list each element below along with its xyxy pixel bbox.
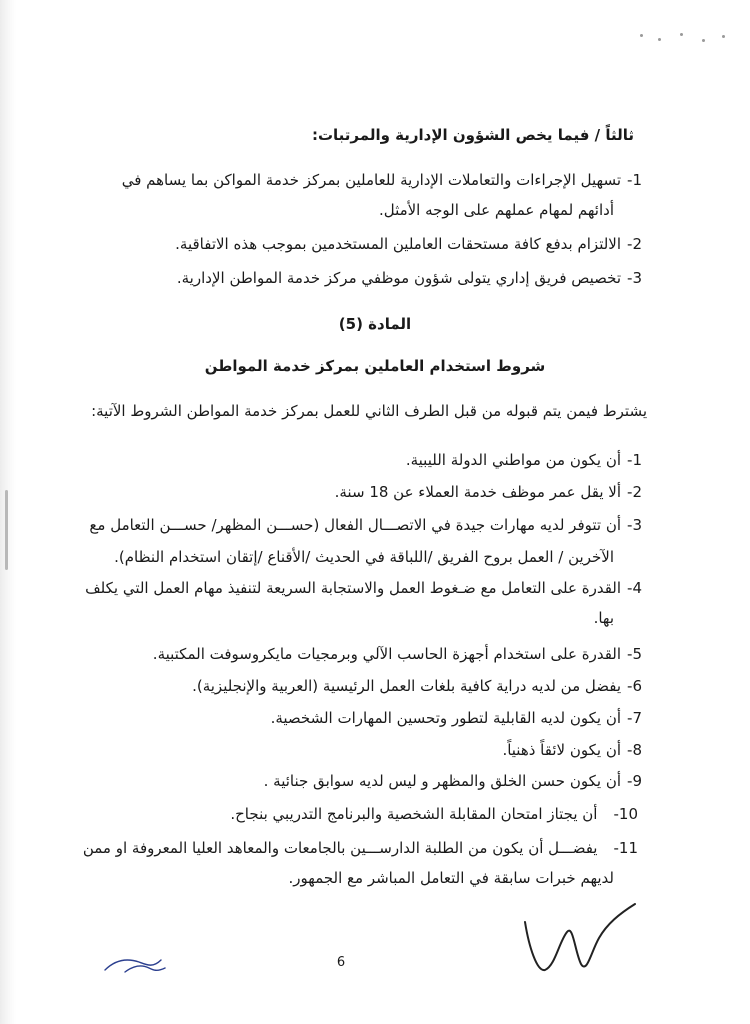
condition-item [502,740,642,760]
condition-item [264,771,642,791]
section-item [379,200,614,220]
condition-item [85,578,642,598]
item-number: 5- [627,645,642,663]
item-text: الآخرين / العمل بروح الفريق /اللباقة في الحديث /الأقناع /إتقان استخدام النظام). [114,548,614,566]
condition-item [114,547,614,567]
item-number: 11- [613,839,638,857]
item-number: 1- [627,451,642,469]
item-number: 2- [627,483,642,501]
right-signature [515,892,645,992]
item-text: أدائهم لمهام عملهم على الوجه الأمثل. [378,201,614,219]
condition-item [289,868,614,888]
item-number: 2- [627,235,642,253]
item-text: القدرة على التعامل مع ضـغوط العمل والاستجابة السريعة لتنفيذ مهام العمل التي يكلف [85,579,622,597]
item-number: 8- [627,741,642,759]
item-number: 3- [627,269,642,287]
item-number: 9- [627,772,642,790]
condition-item [153,644,642,664]
section-item [177,268,642,288]
article-intro: يشترط فيمن يتم قبوله من قبل الطرف الثاني للعمل بمركز خدمة المواطن الشروط الآتية: [91,402,647,420]
scan-specks [640,30,730,44]
section-title: ثالثاً / فيما يخص الشؤون الإدارية والمرتبات: [311,126,634,144]
item-text: أن تتوفر لديه مهارات جيدة في الاتصـــال الفعال (حســـن المظهر/ حســـن التعامل مع [89,516,622,534]
condition-item [335,482,642,502]
item-text: أن يجتاز امتحان المقابلة الشخصية والبرنامج التدريبي بنجاح. [230,805,598,823]
page-number: 6 [336,955,346,970]
item-text: بها. [593,609,614,627]
item-number: 7- [627,709,642,727]
item-number: 10- [613,805,638,823]
item-text: الالتزام بدفع كافة مستحقات العاملين المستخدمين بموجب هذه الاتفاقية. [175,235,622,253]
section-item [175,234,642,254]
item-number: 3- [627,516,642,534]
item-number: 1- [627,171,642,189]
condition-item [594,608,614,628]
item-text: أن يكون من مواطني الدولة الليبية. [405,451,622,469]
condition-item [192,676,642,696]
condition-item [230,804,638,824]
scan-edge [5,490,8,570]
item-text: لديهم خبرات سابقة في التعامل المباشر مع الجمهور. [288,869,614,887]
item-text: أن يكون لديه القابلية لتطور وتحسين المهارات الشخصية. [270,709,622,727]
item-text: أن يكون لائقاً ذهنياً. [502,741,622,759]
item-text: يفضل من لديه دراية كافية بلغات العمل الرئيسية (العربية والإنجليزية). [192,677,622,695]
item-text: تخصيص فريق إداري يتولى شؤون موظفي مركز خدمة المواطن الإدارية. [176,269,622,287]
condition-item [406,450,642,470]
item-text: تسهيل الإجراءات والتعاملات الإدارية للعاملين بمركز خدمة المواكن بما يساهم في [121,171,622,189]
item-number: 4- [627,579,642,597]
item-text: القدرة على استخدام أجهزة الحاسب الآلي وبرمجيات مايكروسوفت المكتبية. [152,645,622,663]
item-text: أن يكون حسن الخلق والمظهر و ليس لديه سوابق جنائية . [263,772,622,790]
article-title: المادة (5) [338,315,412,333]
condition-item [89,515,642,535]
item-text: يفضـــل أن يكون من الطلبة الدارســـين بالجامعات والمعاهد العليا المعروفة او ممن [82,839,598,857]
section-item [122,170,642,190]
left-signature [95,942,175,982]
condition-item [83,838,638,858]
item-number: 6- [627,677,642,695]
item-text: ألا يقل عمر موظف خدمة العملاء عن 18 سنة. [334,483,622,501]
article-subtitle: شروط استخدام العاملين بمركز خدمة المواطن [204,357,546,375]
condition-item [271,708,642,728]
